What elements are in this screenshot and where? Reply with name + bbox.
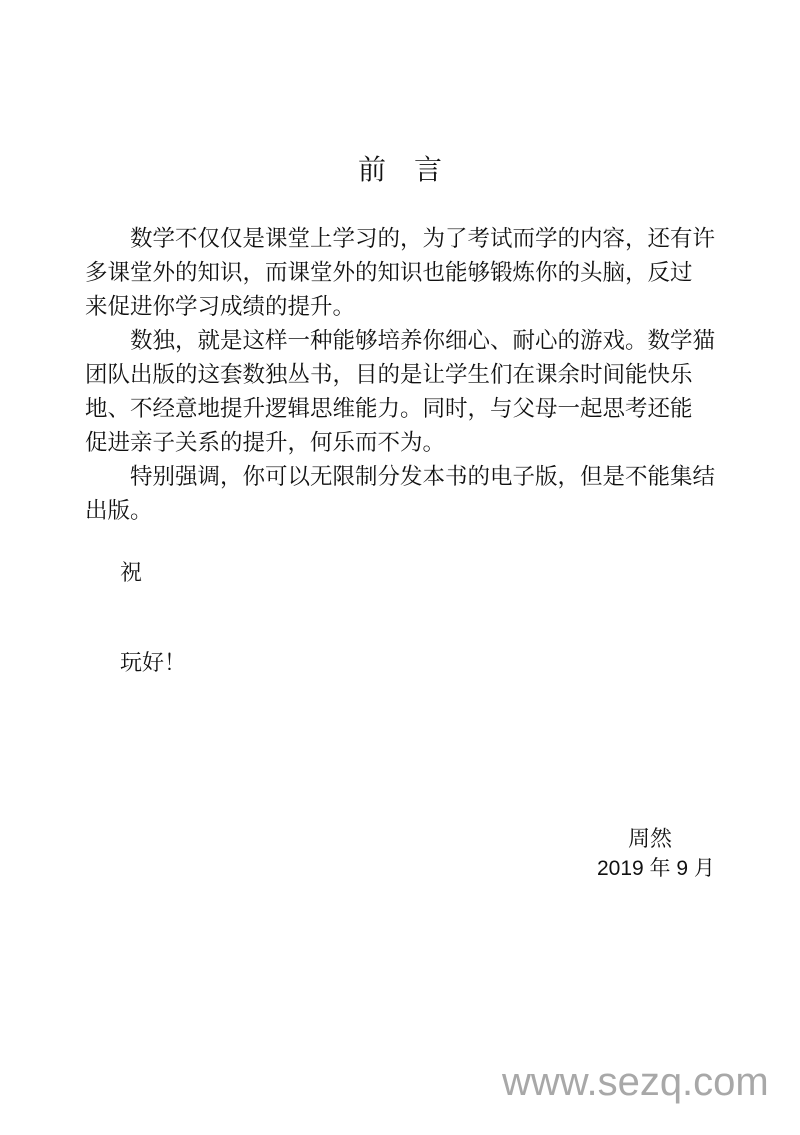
paragraph-line: 促进亲子关系的提升，何乐而不为。 xyxy=(85,430,446,456)
greeting-line-2: 玩好！ xyxy=(120,651,187,676)
paragraph-line: 团队出版的这套数独丛书，目的是让学生们在课余时间能快乐 xyxy=(85,362,693,388)
greeting-line-1: 祝 xyxy=(120,561,143,586)
paragraph-line: 出版。 xyxy=(85,498,153,524)
date-line: 2019 年 9 月 xyxy=(597,857,715,880)
watermark: www.sezq.com xyxy=(502,1060,769,1104)
paragraph-line: 多课堂外的知识，而课堂外的知识也能够锻炼你的头脑，反过 xyxy=(85,260,693,286)
paragraph-line: 特别强调，你可以无限制分发本书的电子版，但是不能集结 xyxy=(130,464,716,490)
page-title: 前 言 xyxy=(357,153,442,186)
paragraph-line: 数独，就是这样一种能够培养你细心、耐心的游戏。数学猫 xyxy=(130,328,716,354)
paragraph-line: 来促进你学习成绩的提升。 xyxy=(85,294,356,320)
paragraph-line: 地、不经意地提升逻辑思维能力。同时，与父母一起思考还能 xyxy=(85,396,693,422)
author-signature: 周然 xyxy=(628,827,673,852)
paragraph-line: 数学不仅仅是课堂上学习的，为了考试而学的内容，还有许 xyxy=(130,226,716,252)
preface-body xyxy=(85,222,715,528)
